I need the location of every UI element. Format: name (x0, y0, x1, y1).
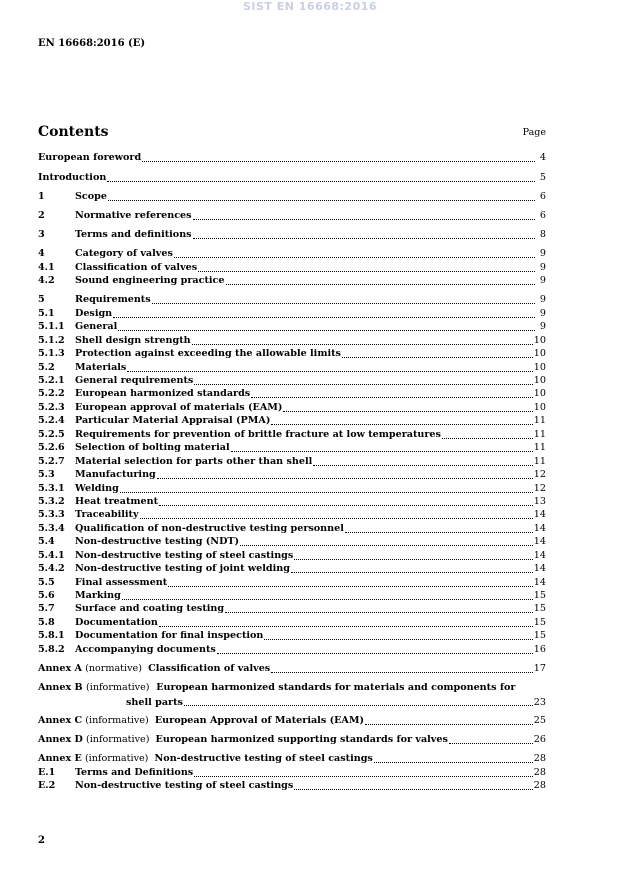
toc-entry-page: 14 (533, 563, 546, 575)
toc-entry-title: Qualification of non-destructive testing personnel (75, 522, 344, 534)
toc-entry-number: 5.8 (38, 616, 55, 628)
toc-entry-5-3[interactable] (38, 468, 546, 481)
toc-entry-title: Welding (75, 482, 119, 494)
toc-entry-title: Particular Material Appraisal (PMA) (75, 415, 271, 427)
toc-entry-number: 5.2.2 (38, 388, 65, 400)
toc-entry-number: 5.1.3 (38, 348, 65, 360)
toc-entry-page: 11 (533, 455, 546, 467)
toc-entry-title: Non-destructive testing of steel castings (75, 779, 294, 791)
toc-entry-title: General requirements (75, 375, 194, 387)
toc-entry-number: 5.5 (38, 576, 55, 588)
toc-entry-title: Design (75, 307, 113, 319)
toc-annex-b[interactable] (38, 681, 546, 708)
table-of-contents (38, 151, 546, 792)
toc-entry-page: 11 (533, 442, 546, 454)
toc-entry-title: Final assessment (75, 576, 168, 588)
toc-entry-introduction[interactable] (38, 170, 546, 183)
toc-entry-page: 9 (539, 307, 546, 319)
toc-annex-e[interactable] (38, 752, 546, 765)
toc-entry-page: 15 (533, 603, 546, 615)
toc-entry-title: Surface and coating testing (75, 603, 225, 615)
toc-entry-page: 8 (539, 229, 546, 241)
toc-entry-title: General (75, 321, 118, 333)
toc-entry-e-1[interactable] (38, 765, 546, 778)
toc-entry-page: 5 (539, 171, 546, 183)
toc-entry-number: 3 (38, 229, 45, 241)
toc-entry-title: Terms and definitions (75, 229, 192, 241)
toc-entry-page: 11 (533, 415, 546, 427)
toc-entry-page: 6 (539, 190, 546, 202)
toc-entry-number: 5.3.1 (38, 482, 65, 494)
toc-entry-5-2-2[interactable] (38, 387, 546, 400)
annex-kind: (informative) (85, 733, 150, 745)
annex-page: 25 (533, 714, 546, 726)
toc-entry-number: E.1 (38, 766, 56, 778)
toc-entry-number: 5 (38, 294, 45, 306)
toc-entry-4-2[interactable] (38, 274, 546, 287)
toc-entry-number: 5.2 (38, 361, 55, 373)
toc-entry-5-2-7[interactable] (38, 454, 546, 467)
annex-page: 23 (533, 696, 546, 708)
toc-entry-5-2-5[interactable] (38, 427, 546, 440)
toc-entry-5-6[interactable] (38, 589, 546, 602)
toc-entry-number: 4 (38, 248, 45, 260)
toc-entry-1[interactable] (38, 189, 546, 202)
page-column-label: Page (522, 127, 546, 138)
toc-entry-page: 9 (539, 275, 546, 287)
annex-label: Annex E (38, 753, 82, 765)
toc-entry-4[interactable] (38, 247, 546, 260)
annex-page: 28 (533, 753, 546, 765)
annex-title: Non-destructive testing of steel castings (154, 753, 373, 765)
toc-entry-title: Introduction (38, 171, 107, 183)
toc-annex-a[interactable] (38, 662, 546, 675)
toc-entry-title: Scope (75, 190, 107, 202)
toc-entry-page: 15 (533, 616, 546, 628)
toc-entry-page: 10 (533, 388, 546, 400)
toc-entry-page: 15 (533, 630, 546, 642)
toc-entry-page: 10 (533, 348, 546, 360)
toc-entry-5-4-2[interactable] (38, 562, 546, 575)
toc-entry-title: Requirements for prevention of brittle fracture at low temperatures (75, 428, 441, 440)
annex-kind: (informative) (86, 681, 150, 693)
toc-entry-number: 1 (38, 190, 45, 202)
toc-entry-page: 14 (533, 576, 546, 588)
page-number: 2 (38, 835, 45, 846)
toc-entry-number: 5.2.3 (38, 401, 65, 413)
toc-entry-number: 5.2.5 (38, 428, 65, 440)
toc-entry-5-4[interactable] (38, 535, 546, 548)
toc-entry-number: 5.8.1 (38, 630, 65, 642)
annex-title: European Approval of Materials (EAM) (154, 714, 365, 726)
toc-entry-number: 5.1.1 (38, 321, 65, 333)
annex-kind: (informative) (84, 753, 149, 765)
toc-entry-title: Manufacturing (75, 469, 156, 481)
toc-entry-page: 9 (539, 294, 546, 306)
toc-entry-number: 5.2.7 (38, 455, 65, 467)
toc-entry-5-2-3[interactable] (38, 400, 546, 413)
toc-entry-page: 14 (533, 522, 546, 534)
toc-entry-title: Documentation for final inspection (75, 630, 264, 642)
toc-entry-title: European harmonized standards (75, 388, 251, 400)
toc-entry-page: 4 (539, 152, 546, 164)
toc-entry-5-4-1[interactable] (38, 548, 546, 561)
toc-annex-d[interactable] (38, 733, 546, 746)
annex-label: Annex C (38, 714, 83, 726)
toc-annex-c[interactable] (38, 713, 546, 726)
toc-entry-5-2[interactable] (38, 360, 546, 373)
toc-entry-title: Traceability (75, 509, 139, 521)
toc-entry-number: 5.8.2 (38, 643, 65, 655)
toc-entry-title: Heat treatment (75, 495, 159, 507)
toc-entry-page: 9 (539, 261, 546, 273)
toc-entry-5-3-1[interactable] (38, 481, 546, 494)
toc-entry-number: 5.1 (38, 307, 55, 319)
toc-entry-title: Marking (75, 590, 121, 602)
toc-entry-5-1-3[interactable] (38, 347, 546, 360)
toc-entry-page: 15 (533, 590, 546, 602)
toc-entry-number: 5.4.1 (38, 549, 65, 561)
toc-entry-title: Requirements (75, 294, 151, 306)
toc-entry-5[interactable] (38, 293, 546, 306)
annex-label: Annex A (38, 662, 83, 674)
toc-entry-page: 9 (539, 248, 546, 260)
toc-entry-number: 5.4 (38, 536, 55, 548)
toc-entry-5-8[interactable] (38, 615, 546, 628)
toc-entry-page: 12 (533, 469, 546, 481)
toc-entry-page: 6 (539, 209, 546, 221)
document-id: EN 16668:2016 (E) (38, 38, 146, 49)
annex-page: 26 (533, 733, 546, 745)
toc-entry-page: 12 (533, 482, 546, 494)
toc-entry-title: Shell design strength (75, 334, 191, 346)
toc-entry-number: 4.2 (38, 275, 55, 287)
toc-entry-4-1[interactable] (38, 260, 546, 273)
toc-entry-page: 10 (533, 334, 546, 346)
toc-entry-number: 5.3 (38, 469, 55, 481)
toc-entry-number: 5.2.1 (38, 375, 65, 387)
toc-entry-2[interactable] (38, 209, 546, 222)
toc-entry-5-3-3[interactable] (38, 508, 546, 521)
toc-entry-5-2-1[interactable] (38, 374, 546, 387)
toc-entry-5-1-2[interactable] (38, 333, 546, 346)
toc-entry-title: Normative references (75, 209, 192, 221)
toc-entry-5-2-6[interactable] (38, 441, 546, 454)
toc-entry-number: 5.3.3 (38, 509, 65, 521)
toc-entry-5-3-4[interactable] (38, 521, 546, 534)
toc-entry-title: Sound engineering practice (75, 275, 225, 287)
toc-entry-number: 2 (38, 209, 45, 221)
annex-label: Annex B (38, 681, 83, 693)
toc-entry-5-7[interactable] (38, 602, 546, 615)
toc-entry-title: Non-destructive testing of steel castings (75, 549, 294, 561)
annex-title: European harmonized supporting standards for valves (155, 733, 448, 745)
toc-entry-title: Materials (75, 361, 127, 373)
toc-entry-title: Classification of valves (75, 261, 198, 273)
toc-entry-title: Documentation (75, 616, 158, 628)
annex-label: Annex D (38, 733, 83, 745)
toc-entry-number: 5.6 (38, 590, 55, 602)
toc-entry-title: Terms and Definitions (75, 766, 194, 778)
toc-entry-number: 5.4.2 (38, 563, 65, 575)
toc-entry-number: 5.2.6 (38, 442, 65, 454)
toc-entry-5-5[interactable] (38, 575, 546, 588)
toc-entry-5-1-1[interactable] (38, 320, 546, 333)
watermark: SIST EN 16668:2016 (242, 0, 378, 13)
toc-entry-page: 10 (533, 375, 546, 387)
annex-title-line1: European harmonized standards for materials and components for (156, 681, 516, 693)
toc-entry-foreword[interactable] (38, 151, 546, 164)
annex-title-line2: shell parts (126, 696, 183, 708)
toc-entry-title: Protection against exceeding the allowable limits (75, 348, 341, 360)
toc-entry-page: 10 (533, 361, 546, 373)
toc-entry-page: 28 (533, 779, 546, 791)
toc-entry-page: 14 (533, 549, 546, 561)
toc-entry-5-8-2[interactable] (38, 642, 546, 655)
annex-kind: (normative) (85, 662, 142, 674)
annex-page: 17 (533, 662, 546, 674)
toc-entry-title: Material selection for parts other than shell (75, 455, 313, 467)
toc-entry-page: 28 (533, 766, 546, 778)
toc-entry-page: 16 (533, 643, 546, 655)
toc-entry-title: Selection of bolting material (75, 442, 230, 454)
toc-entry-3[interactable] (38, 228, 546, 241)
toc-entry-number: 5.2.4 (38, 415, 65, 427)
toc-entry-5-1[interactable] (38, 306, 546, 319)
toc-entry-page: 10 (533, 401, 546, 413)
toc-entry-number: E.2 (38, 779, 56, 791)
toc-entry-title: Category of valves (75, 248, 173, 260)
toc-entry-number: 5.3.2 (38, 495, 65, 507)
toc-entry-page: 14 (533, 509, 546, 521)
toc-entry-title: Non-destructive testing of joint welding (75, 563, 290, 575)
toc-entry-5-2-4[interactable] (38, 414, 546, 427)
contents-title: Contents (38, 124, 109, 140)
toc-entry-number: 5.7 (38, 603, 55, 615)
toc-entry-number: 5.3.4 (38, 522, 65, 534)
toc-entry-e-2[interactable] (38, 779, 546, 792)
toc-entry-page: 9 (539, 321, 546, 333)
toc-entry-5-3-2[interactable] (38, 495, 546, 508)
toc-entry-title: Non-destructive testing (NDT) (75, 536, 240, 548)
toc-entry-page: 13 (533, 495, 546, 507)
toc-entry-page: 14 (533, 536, 546, 548)
toc-entry-number: 5.1.2 (38, 334, 65, 346)
annex-title: Classification of valves (148, 662, 271, 674)
toc-entry-page: 11 (533, 428, 546, 440)
toc-entry-5-8-1[interactable] (38, 629, 546, 642)
toc-entry-title: European foreword (38, 152, 142, 164)
toc-entry-title: Accompanying documents (75, 643, 216, 655)
toc-entry-title: European approval of materials (EAM) (75, 401, 283, 413)
toc-entry-number: 4.1 (38, 261, 55, 273)
annex-kind: (informative) (85, 714, 149, 726)
